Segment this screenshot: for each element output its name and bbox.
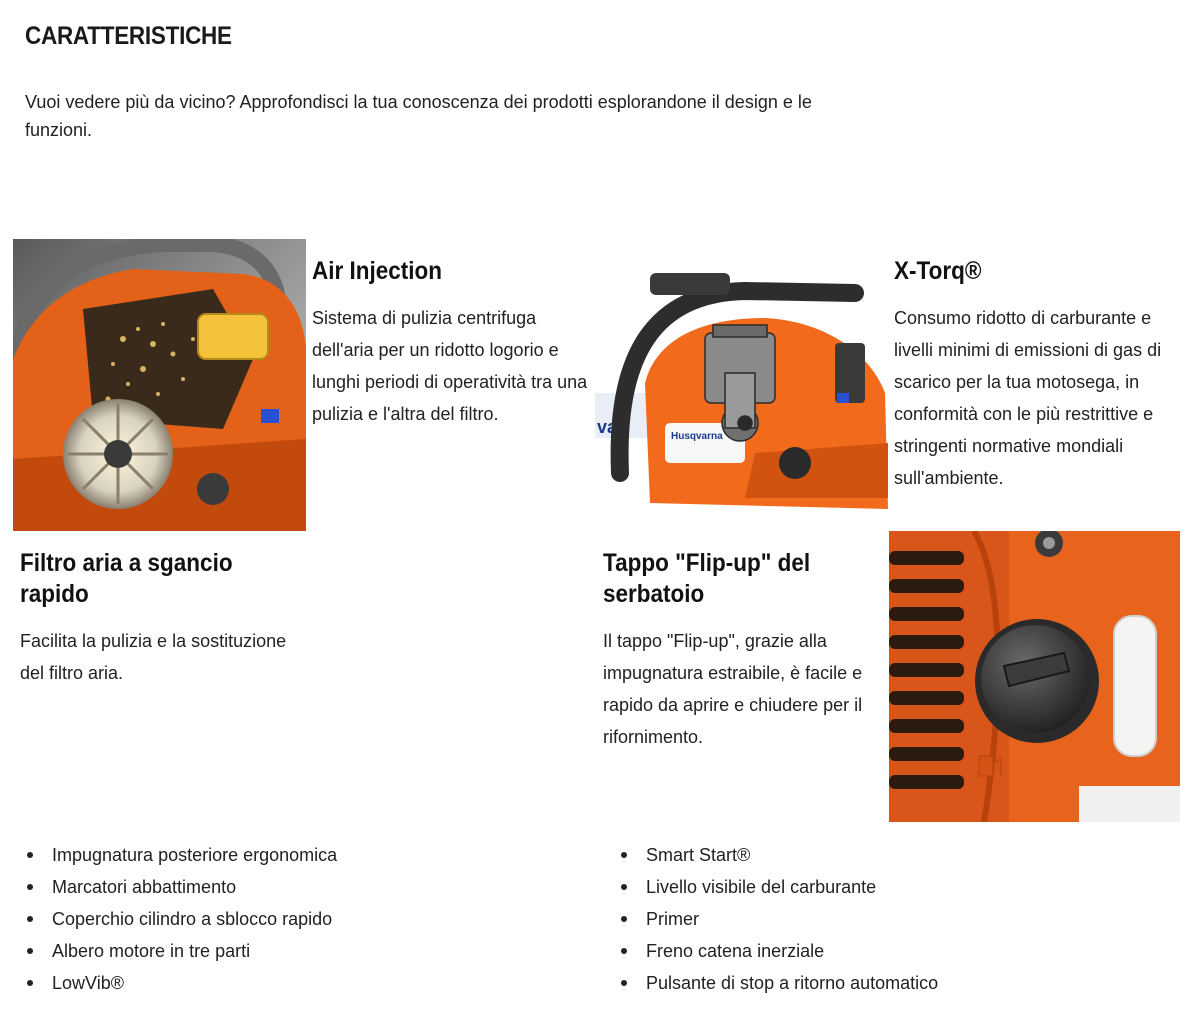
list-item: Marcatori abbattimento xyxy=(24,871,337,903)
feature-title-x-torq: X-Torq® xyxy=(894,257,982,285)
fuel-cap-closeup-image xyxy=(889,531,1180,822)
feature-title-air-filter: Filtro aria a sgancio rapido xyxy=(20,549,233,608)
features-list-left xyxy=(24,839,337,999)
list-item: LowVib® xyxy=(24,967,337,999)
features-list-right xyxy=(618,839,938,999)
list-item: Impugnatura posteriore ergonomica xyxy=(24,839,337,871)
list-item: Livello visibile del carburante xyxy=(618,871,938,903)
list-item: Freno catena inerziale xyxy=(618,935,938,967)
feature-text-air-injection: Sistema di pulizia centrifuga dell'aria per un ridotto logorio e lunghi periodi di operatività tra una pulizia e l'altra del filtro. xyxy=(312,308,588,424)
chain-bar-text: vari xyxy=(597,417,630,437)
feature-title-air-injection: Air Injection xyxy=(312,257,443,285)
chainsaw-engine-cutaway-image xyxy=(13,239,306,531)
feature-text-x-torq: Consumo ridotto di carburante e livelli minimi di emissioni di gas di scarico per la tua motosega, in conformità con le più restrittive e stringenti normative mondiali sull'ambiente. xyxy=(894,308,1162,488)
fuel-cap-photo xyxy=(889,531,1180,822)
list-item: Smart Start® xyxy=(618,839,938,871)
feature-title-flip-up-cap: Tappo "Flip-up" del serbatoio xyxy=(603,549,811,608)
chainsaw-side-cutaway-image xyxy=(595,273,888,509)
list-item: Pulsante di stop a ritorno automatico xyxy=(618,967,938,999)
x-torq-photo xyxy=(595,273,888,509)
list-item: Albero motore in tre parti xyxy=(24,935,337,967)
air-injection-photo xyxy=(13,239,306,531)
list-item: Primer xyxy=(618,903,938,935)
feature-text-air-filter: Facilita la pulizia e la sostituzione del filtro aria. xyxy=(20,631,287,683)
intro-text: Vuoi vedere più da vicino? Approfondisci la tua conoscenza dei prodotti esplorandone il design e le funzioni. xyxy=(25,92,812,140)
list-item: Coperchio cilindro a sblocco rapido xyxy=(24,903,337,935)
page-title: CARATTERISTICHE xyxy=(25,22,232,50)
feature-text-flip-up-cap: Il tappo "Flip-up", grazie alla impugnatura estraibile, è facile e rapido da aprire e chiudere per il rifornimento. xyxy=(603,631,863,747)
brand-label-text: Husqvarna xyxy=(671,431,723,442)
